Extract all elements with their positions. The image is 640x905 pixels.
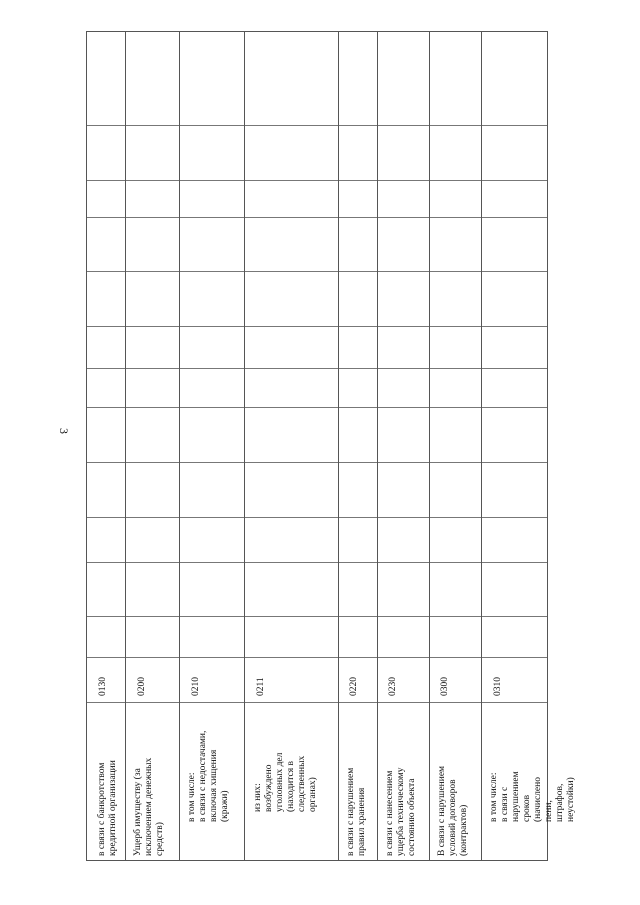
grid-line (87, 462, 547, 463)
page-number: 3 (57, 428, 71, 434)
grid-line (125, 32, 126, 860)
row-label: в том числе: в связи с нарушением сроков (начислено пени, штрафов, неустойки) (489, 771, 576, 822)
grid-line (87, 125, 547, 126)
grid-line (87, 368, 547, 369)
grid-line (87, 616, 547, 617)
grid-line (87, 517, 547, 518)
grid-line (87, 271, 547, 272)
grid-line (179, 32, 180, 860)
grid-line (429, 32, 430, 860)
grid-line (244, 32, 245, 860)
row-label: в том числе: в связи с недостачами, включая хищения (кражи) (187, 730, 230, 822)
grid-line (87, 702, 547, 703)
report-table (86, 31, 576, 861)
grid-line (87, 326, 547, 327)
grid-line (87, 217, 547, 218)
row-code: 0220 (349, 677, 359, 696)
row-label: в связи с банкротством кредитной организации (97, 760, 118, 856)
grid-line (87, 657, 547, 658)
row-code: 0211 (256, 677, 266, 696)
grid-line (87, 407, 547, 408)
row-label: в связи с нанесением ущерба техническому состоянию объекта (385, 767, 417, 856)
grid-line (87, 180, 547, 181)
row-code: 0130 (98, 677, 108, 696)
grid-line (87, 562, 547, 563)
row-code: 0310 (493, 677, 503, 696)
grid-line (481, 32, 482, 860)
row-label: из них: возбуждено уголовных дел (находится в следственных органах) (253, 752, 318, 812)
row-code: 0210 (191, 677, 201, 696)
row-label: в связи с нарушением правил хранения (346, 767, 367, 856)
grid-line (338, 32, 339, 860)
row-label: Ущерб имуществу (за исключением денежных средств) (133, 757, 165, 856)
row-label: В связи с нарушением условий договоров (контрактов) (437, 765, 469, 856)
row-code: 0300 (440, 677, 450, 696)
grid-line (377, 32, 378, 860)
row-code: 0200 (137, 677, 147, 696)
row-code: 0230 (388, 677, 398, 696)
